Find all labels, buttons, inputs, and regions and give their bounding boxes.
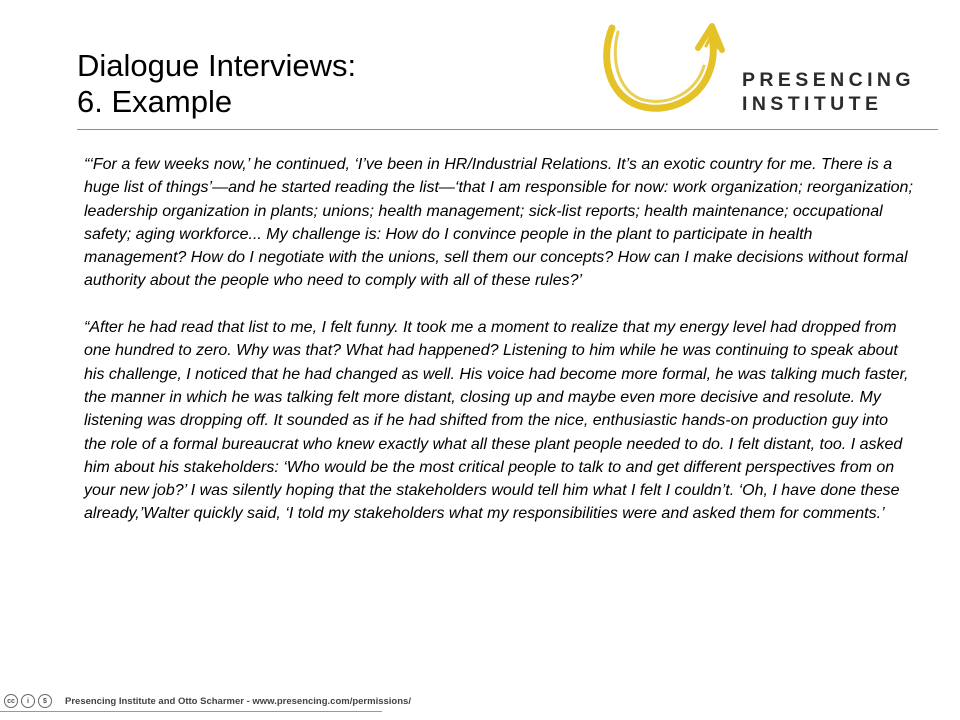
- nc-icon: $: [38, 694, 52, 708]
- wordmark-line1: PRESENCING: [742, 69, 915, 91]
- cc-icon: cc: [4, 694, 18, 708]
- slide-title-line2: 6. Example: [77, 84, 233, 119]
- license-icons: [4, 694, 55, 708]
- wordmark-line2: INSTITUTE: [742, 93, 883, 115]
- by-icon: i: [21, 694, 35, 708]
- license-footer: [0, 689, 411, 713]
- presencing-institute-wordmark: [742, 68, 915, 116]
- quote-paragraph-2: “After he had read that list to me, I felt funny. It took me a moment to realize that my energy level had dropped from one hundred to zero. Why was that? What had happened? Listening to him while he was continuing to speak about his challenge, I noticed that he had changed as well. His voice had become more formal, he was talking much faster, the manner in which he was talking felt more distant, closing up and maybe even more decisive and resolute. My listening was dropping off. It sounded as if he had shifted from the nice, enthusiastic hands-on production guy into the role of a formal bureaucrat who knew exactly what all these plant people needed to do. I felt distant, too. I asked him about his stakeholders: ‘Who would be the most critical people to talk to and get different perspectives from on your new job?’ I was silently hoping that the stakeholders would tell him what I felt I couldn’t. ‘Oh, I have done these already,’Walter quickly said, ‘I told my stakeholders what my responsibilities were and asked them for comments.’: [84, 319, 909, 523]
- footer-divider: [0, 711, 382, 712]
- slide-title-line1: Dialogue Interviews:: [77, 48, 357, 83]
- slide-title: [77, 48, 356, 120]
- header-divider: [77, 129, 938, 130]
- footer-credit: Presencing Institute and Otto Scharmer - www.presencing.com/permissions/: [65, 695, 411, 707]
- quote-paragraph-1: “‘For a few weeks now,’ he continued, ‘I’ve been in HR/Industrial Relations. It’s an exotic country for me. There is a huge list of things’—and he started reading the list—‘that I am responsible for now: work organization; reorganization; leadership organization in plants; unions; health management; sick-list reports; health maintenance; occupational safety; aging workforce... My challenge is: How do I convince people in the plant to participate in health management? How do I negotiate with the unions, sell them our concepts? How can I make decisions without formal authority about the people who need to comply with all of these rules?’: [84, 156, 913, 290]
- quote-body: [84, 153, 914, 526]
